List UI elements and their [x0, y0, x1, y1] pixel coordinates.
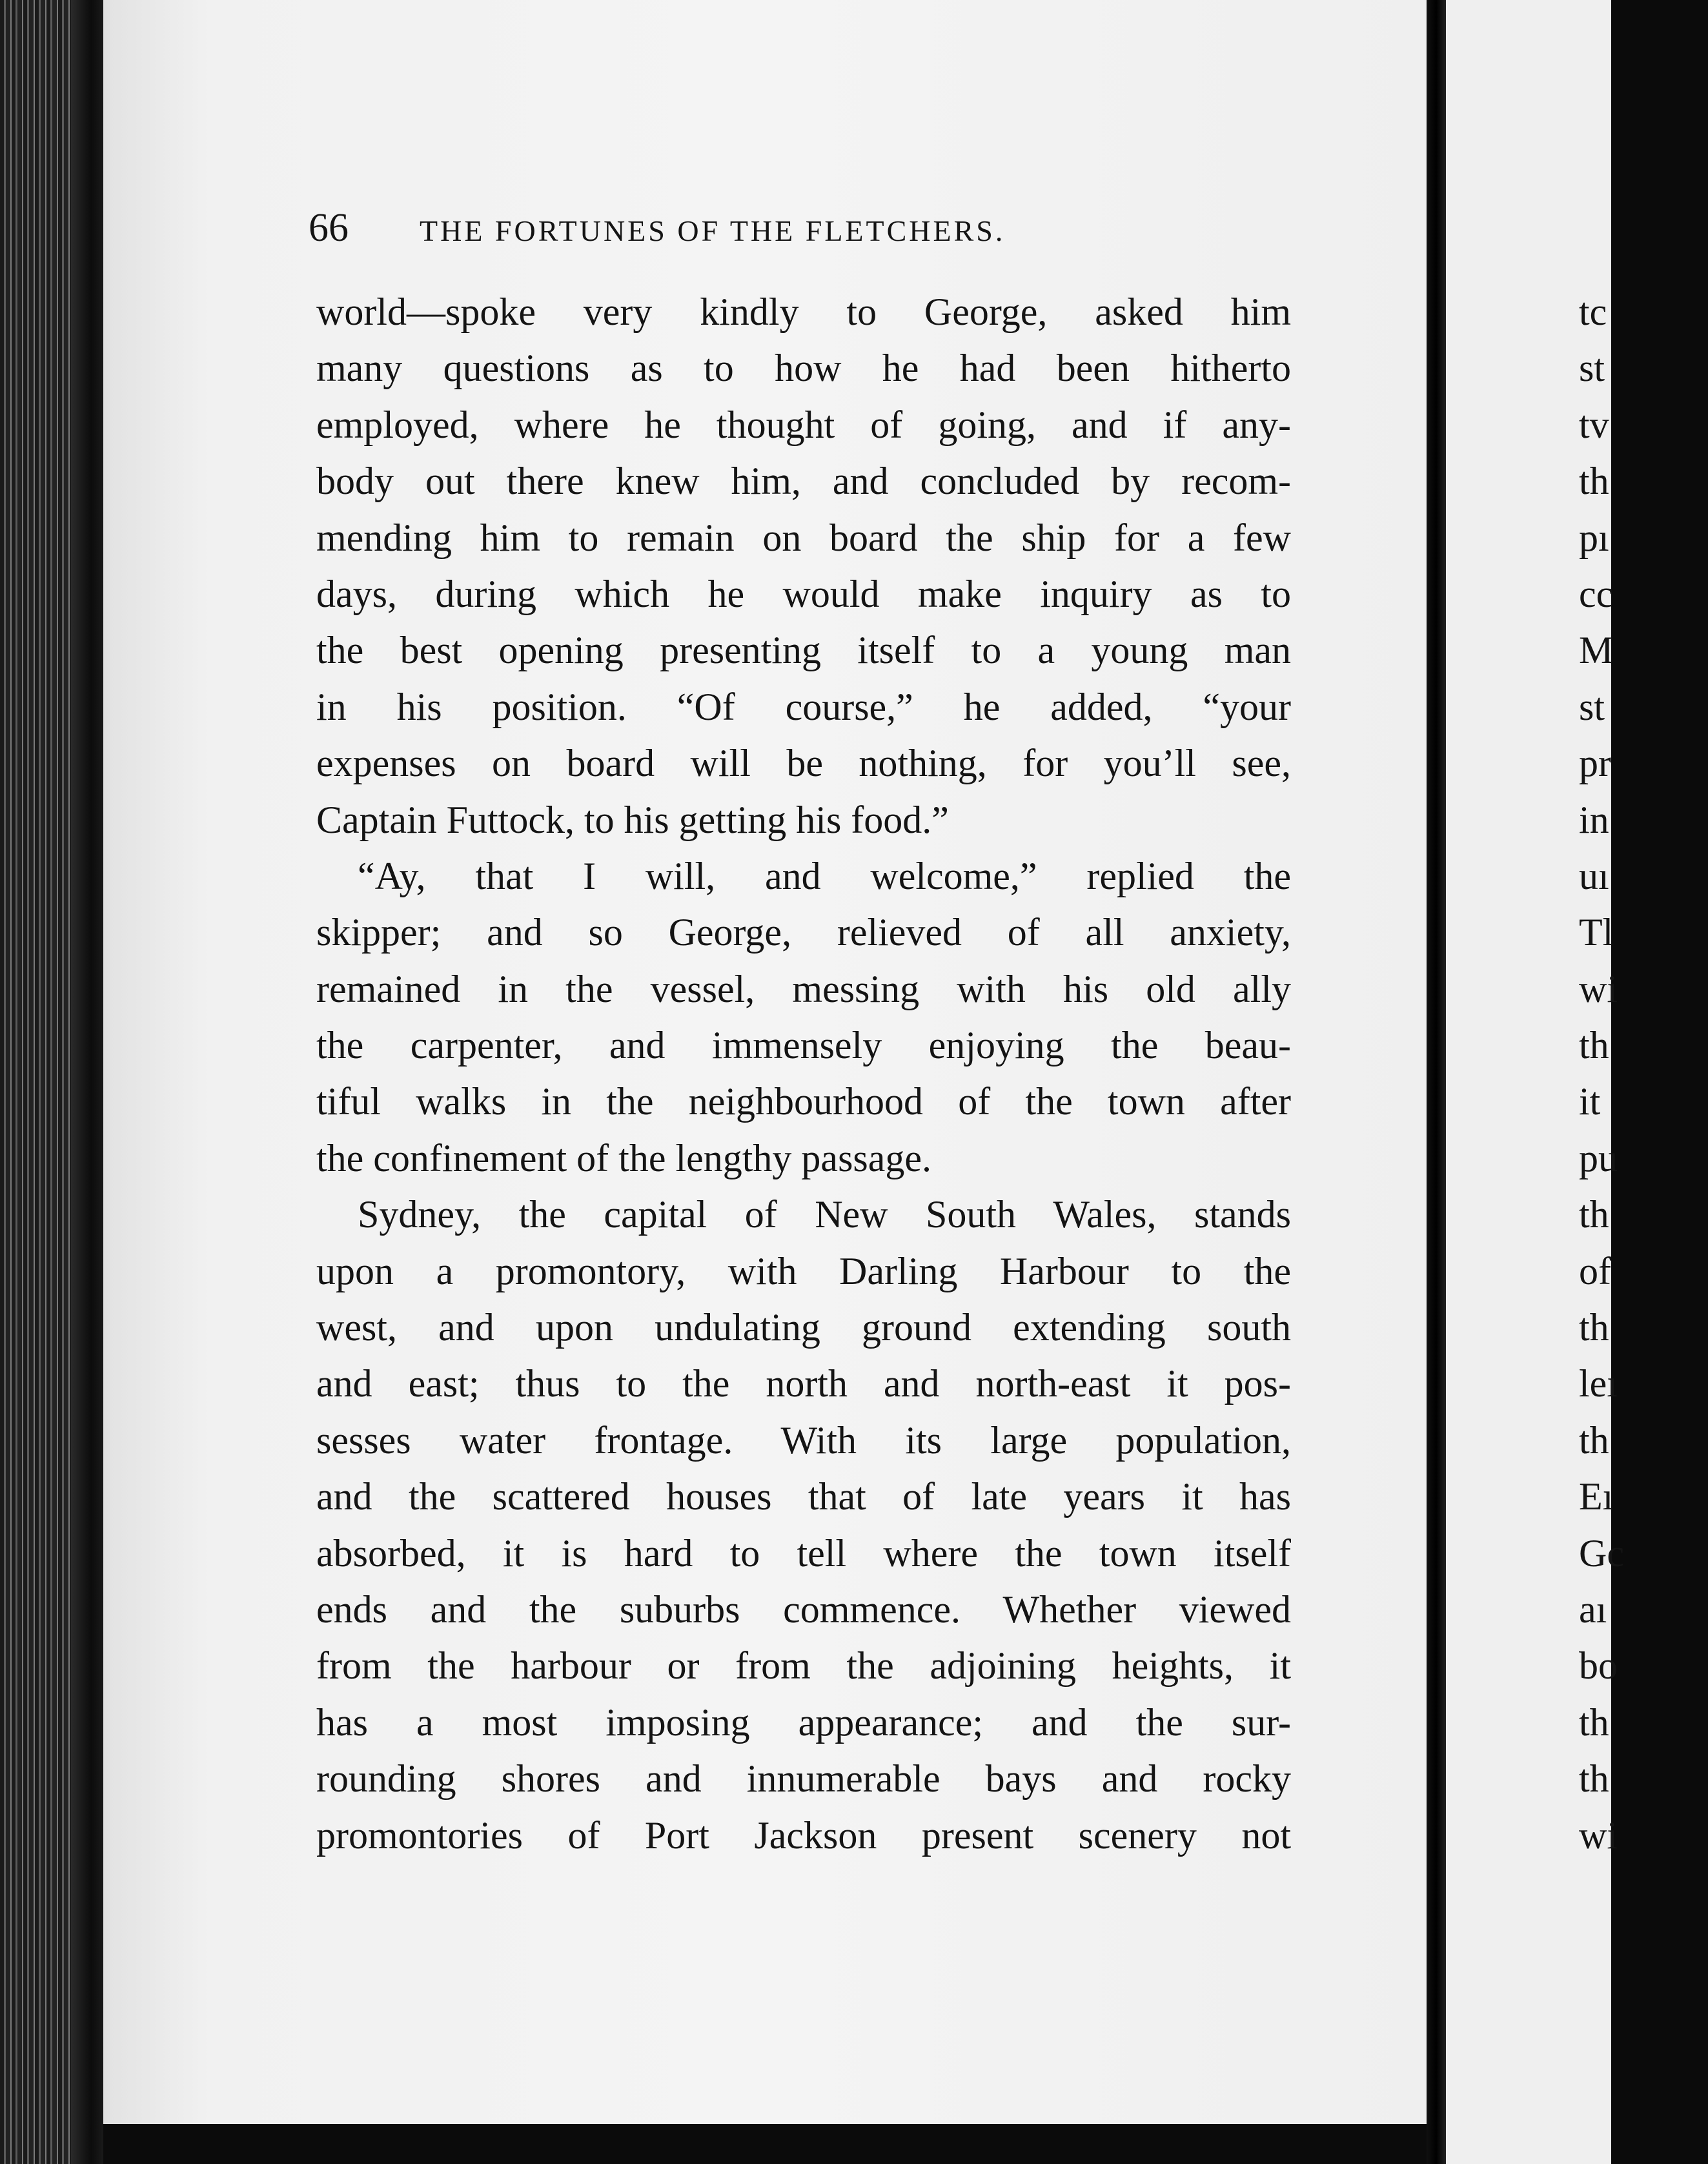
text-line: rounding shores and innumerable bays and rocky: [316, 1757, 1291, 1801]
facing-line: leı: [1579, 1362, 1618, 1405]
facing-line: th: [1579, 460, 1609, 503]
page-number: 66: [309, 206, 349, 250]
facing-line: it: [1579, 1080, 1601, 1123]
text-line: Captain Futtock, to his getting his food.”: [316, 798, 949, 841]
page-header: [309, 205, 1257, 257]
text-line: employed, where he thought of going, and if any-: [316, 403, 1291, 446]
body-text: [316, 284, 1291, 1885]
facing-line: th: [1579, 1193, 1609, 1236]
text-line: from the harbour or from the adjoining heights, it: [316, 1644, 1291, 1688]
text-line: many questions as to how he had been hitherto: [316, 347, 1291, 390]
text-line: “Ay, that I will, and welcome,” replied the: [358, 854, 1291, 897]
text-line: the best opening presenting itself to a young man: [316, 629, 1291, 672]
text-line: tiful walks in the neighbourhood of the town after: [316, 1080, 1291, 1123]
text-line: body out there knew him, and concluded by recom-: [316, 460, 1291, 503]
facing-line: in: [1579, 798, 1609, 841]
facing-line: th: [1579, 1757, 1609, 1801]
facing-line: pr: [1579, 742, 1611, 785]
facing-line: wi: [1579, 967, 1618, 1010]
text-line: days, during which he would make inquiry as to: [316, 572, 1291, 615]
page-bottom-edge: [103, 2124, 1427, 2164]
text-line: the carpenter, and immensely enjoying the beau-: [316, 1024, 1291, 1067]
facing-line: wi: [1579, 1813, 1618, 1857]
text-line: has a most imposing appearance; and the sur-: [316, 1700, 1291, 1744]
spine-shadow: [71, 0, 105, 2164]
facing-line: bo: [1579, 1644, 1618, 1688]
facing-line: th: [1579, 1306, 1609, 1349]
text-line: in his position. “Of course,” he added, “your: [316, 685, 1291, 728]
facing-line: tc: [1579, 291, 1607, 333]
facing-line: th: [1579, 1418, 1609, 1462]
facing-line: st: [1579, 685, 1605, 728]
facing-line: pu: [1579, 1136, 1618, 1179]
facing-line: Gc: [1579, 1531, 1624, 1575]
text-line: west, and upon undulating ground extending south: [316, 1306, 1291, 1349]
facing-line: th: [1579, 1024, 1609, 1067]
text-line: skipper; and so George, relieved of all anxiety,: [316, 911, 1291, 954]
text-line: expenses on board will be nothing, for you’ll see,: [316, 742, 1291, 785]
facing-line: M: [1579, 629, 1614, 672]
facing-line: aı: [1579, 1587, 1607, 1631]
facing-line: Eı: [1579, 1475, 1614, 1518]
text-line: upon a promontory, with Darling Harbour to the: [316, 1249, 1291, 1292]
text-line: mending him to remain on board the ship for a few: [316, 516, 1291, 559]
text-line: remained in the vessel, messing with his old ally: [316, 967, 1291, 1010]
facing-line: pı: [1579, 516, 1609, 559]
running-title: THE FORTUNES OF THE FLETCHERS.: [420, 214, 1006, 247]
text-line: the confinement of the lengthy passage.: [316, 1136, 932, 1179]
facing-line: cc: [1579, 572, 1614, 615]
facing-line: tv: [1579, 403, 1609, 446]
facing-line: of: [1579, 1249, 1611, 1292]
facing-line: Tl: [1579, 911, 1614, 954]
text-line: promontories of Port Jackson present scenery not: [316, 1813, 1291, 1857]
facing-page-text: [1579, 284, 1708, 1864]
text-line: absorbed, it is hard to tell where the town itself: [316, 1531, 1291, 1575]
facing-line: st: [1579, 347, 1605, 390]
text-line: ends and the suburbs commence. Whether viewed: [316, 1587, 1291, 1631]
text-line: and the scattered houses that of late years it has: [316, 1475, 1291, 1518]
text-line: world—spoke very kindly to George, asked him: [316, 291, 1291, 333]
text-line: and east; thus to the north and north-east it pos-: [316, 1362, 1291, 1405]
facing-line: uı: [1579, 854, 1609, 897]
text-line: Sydney, the capital of New South Wales, stands: [358, 1193, 1291, 1236]
page-gutter: [1427, 0, 1446, 2164]
facing-line: th: [1579, 1700, 1609, 1744]
text-line: sesses water frontage. With its large population,: [316, 1418, 1291, 1462]
